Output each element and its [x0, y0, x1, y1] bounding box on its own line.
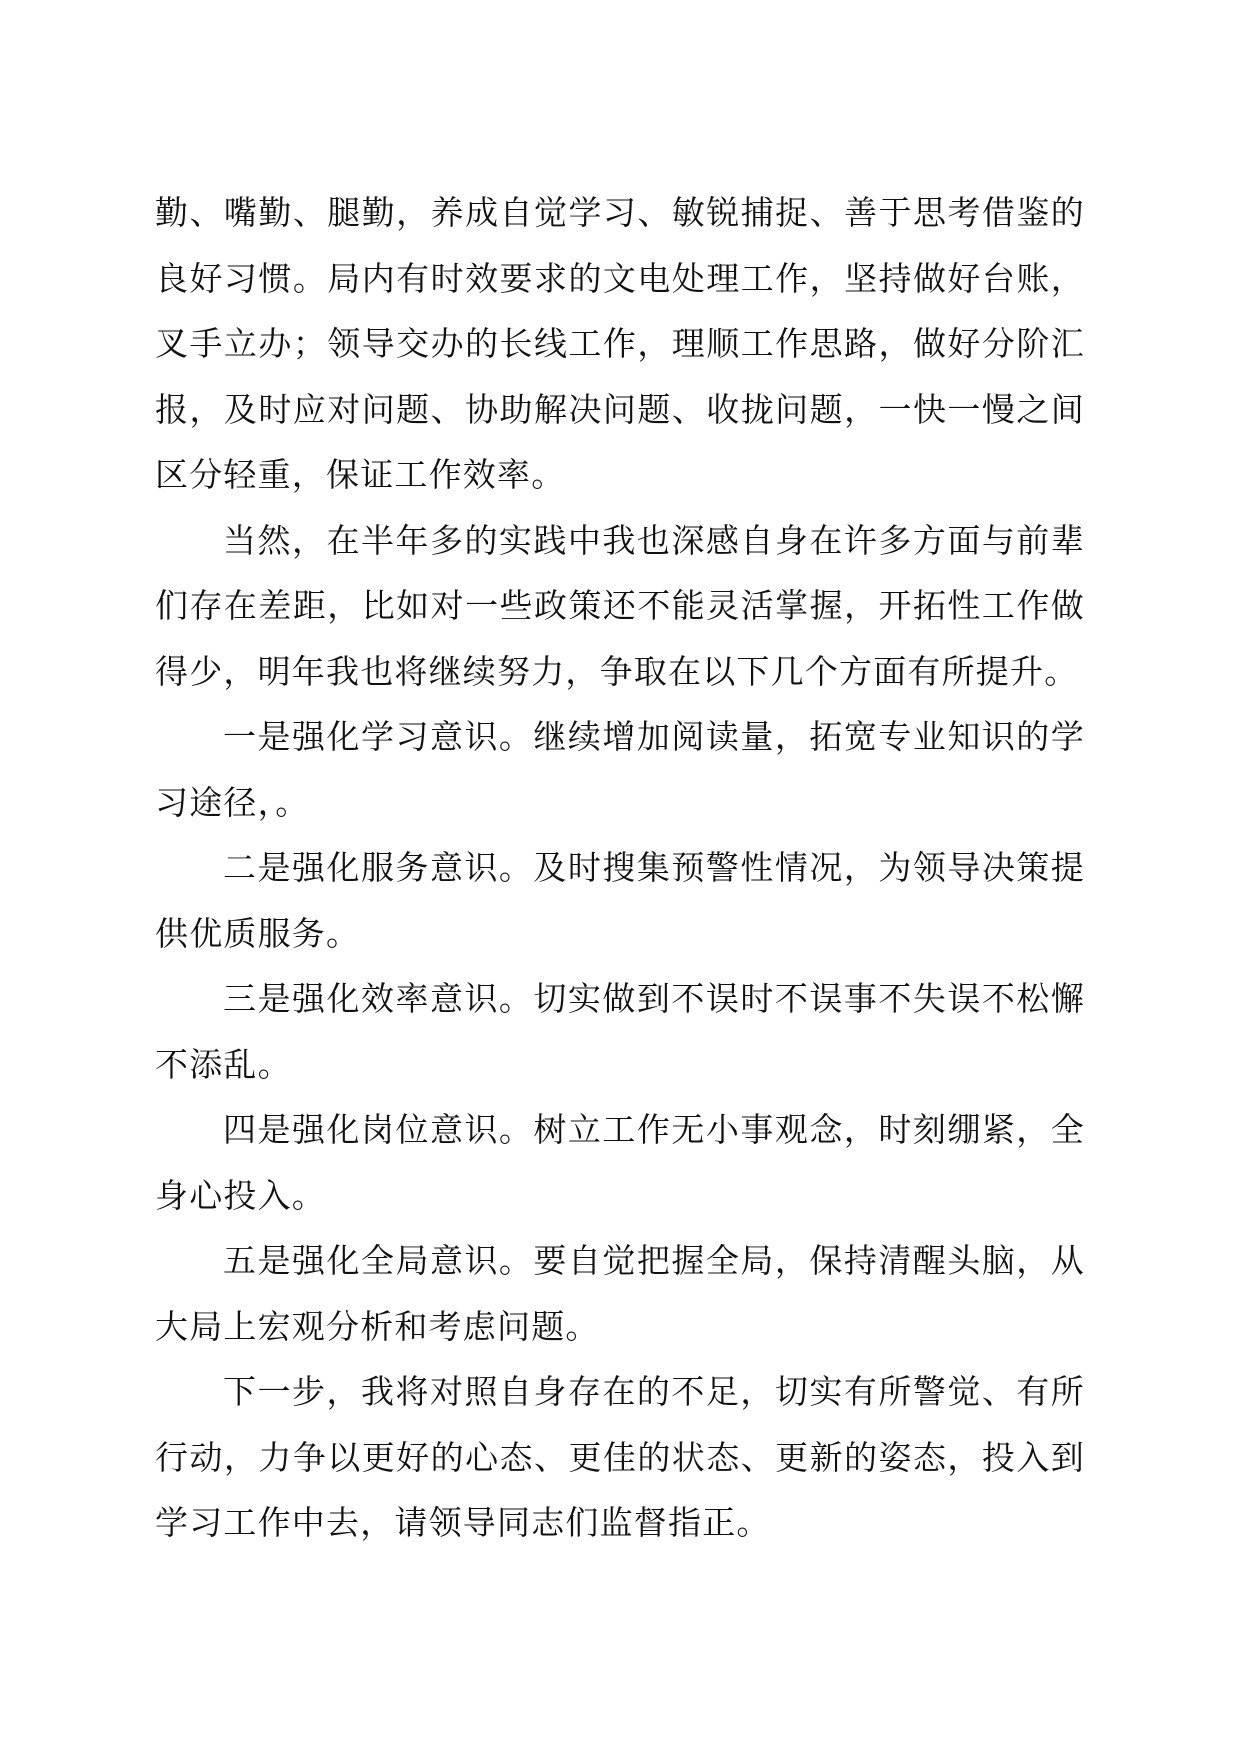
paragraph-post-awareness: 四是强化岗位意识。树立工作无小事观念，时刻绷紧，全身心投入。: [155, 1110, 1085, 1215]
paragraph-self-assessment: 当然，在半年多的实践中我也深感自身在许多方面与前辈们存在差距，比如对一些政策还不能灵活掌握，开拓性工作做得少，明年我也将继续努力，争取在以下几个方面有所提升。: [155, 520, 1085, 691]
paragraph-next-steps: 下一步，我将对照自身存在的不足，切实有所警觉、有所行动，力争以更好的心态、更佳的状态、更新的姿态，投入到学习工作中去，请领导同志们监督指正。: [155, 1372, 1085, 1542]
paragraph-service-awareness: 二是强化服务意识。及时搜集预警性情况，为领导决策提供优质服务。: [155, 848, 1085, 953]
paragraph-efficiency-awareness: 三是强化效率意识。切实做到不误时不误事不失误不松懈不添乱。: [155, 979, 1085, 1084]
paragraph-continuation: 勤、嘴勤、腿勤，养成自觉学习、敏锐捕捉、善于思考借鉴的良好习惯。局内有时效要求的文电处理工作，坚持做好台账，叉手立办；领导交办的长线工作，理顺工作思路，做好分阶汇报，及时应对问题、协助解决问题、收拢问题，一快一慢之间区分轻重，保证工作效率。: [155, 193, 1085, 494]
paragraph-overall-awareness: 五是强化全局意识。要自觉把握全局，保持清醒头脑，从大局上宏观分析和考虑问题。: [155, 1241, 1085, 1346]
paragraph-learning-awareness: 一是强化学习意识。继续增加阅读量，拓宽专业知识的学习途径，。: [155, 717, 1085, 822]
document-body: [155, 180, 1085, 1556]
